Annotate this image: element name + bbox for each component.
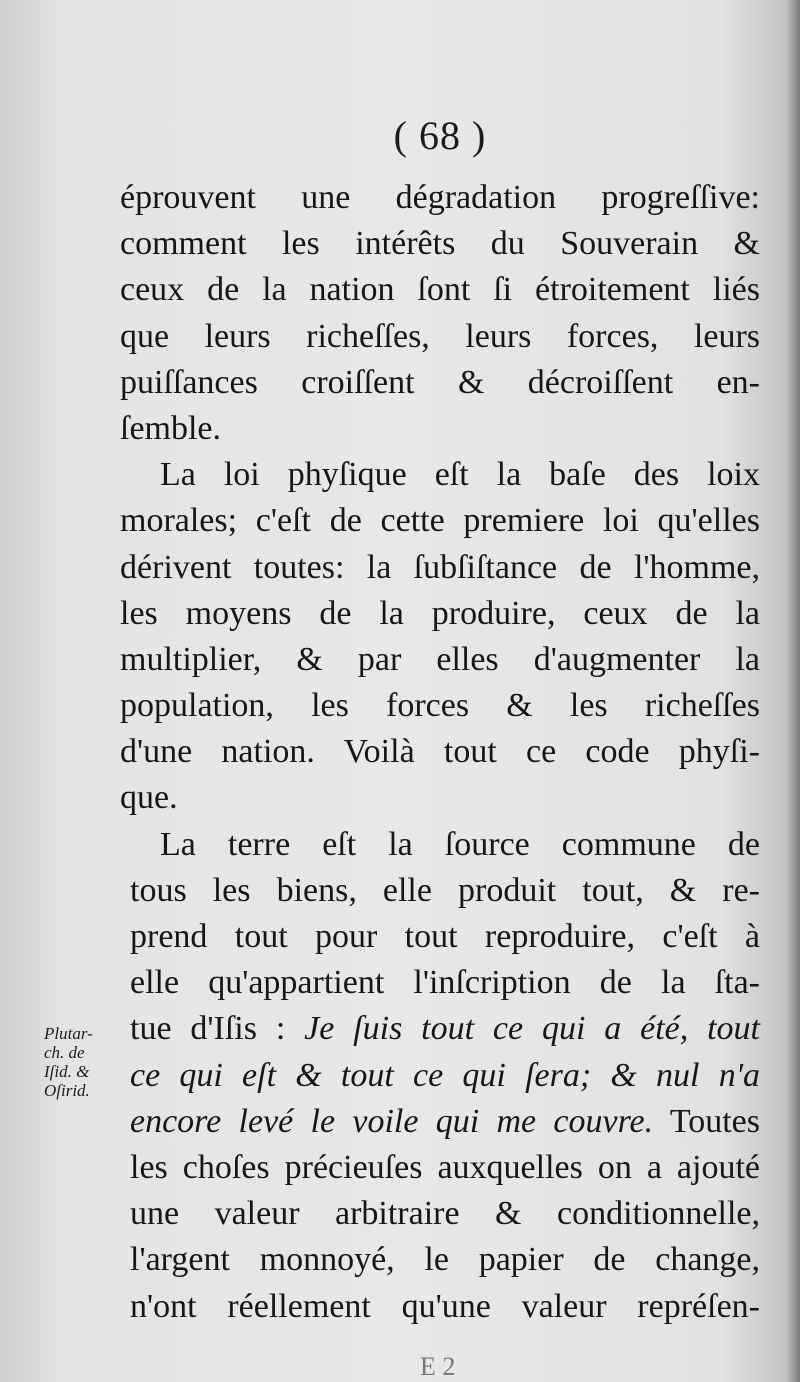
text-line: La loi phyſique eſt la baſe des loix [160,456,760,494]
page-edge-shadow [786,0,800,1382]
text-line: tous les biens, elle produit tout, & re- [130,871,760,909]
margin-note-line: ch. de [44,1043,85,1062]
body-text [120,175,760,1330]
text-line: ceux de la nation ſont ſi étroitement liés [120,271,760,309]
text-line: ce qui eſt & tout ce qui ſera; & nul n'a [130,1056,760,1094]
text-line: éprouvent une dégradation progreſſive: [120,179,760,216]
text-segment-italic: encore levé le voile qui me couvre. [130,1102,654,1140]
text-line: multiplier, & par elles d'augmenter la [120,640,760,678]
page-number: ( 68 ) [393,113,487,158]
text-segment: tue d'Iſis : [130,1010,286,1048]
text-line: La terre eſt la ſource commune de [160,825,760,863]
text-line: comment les intérêts du Souverain & [120,225,760,263]
text-line: que leurs richeſſes, leurs forces, leurs [120,317,760,355]
text-line: n'ont réellement qu'une valeur repréſen- [130,1287,760,1325]
text-segment-italic: Je ſuis tout ce qui a été, tout [304,1010,760,1048]
text-line-mixed [120,1099,760,1145]
text-line-mixed [120,1006,760,1052]
margin-note-line: Iſid. & [44,1062,90,1081]
text-line: prend tout pour tout reproduire, c'eſt à [130,918,760,955]
margin-note-line: Oſirid. [44,1081,90,1100]
text-line: elle qu'appartient l'inſcription de la ſta- [130,964,760,1002]
text-line: une valeur arbitraire & conditionnelle, [130,1195,760,1233]
text-line: que. [120,779,178,817]
margin-note-line: Plutar- [44,1024,93,1043]
text-segment: Toutes [669,1102,761,1140]
text-line: puiſſances croiſſent & décroiſſent en- [120,363,760,401]
text-line: les moyens de la produire, ceux de la [120,594,760,632]
text-line: les choſes précieuſes auxquelles on a ajouté [130,1148,760,1186]
text-line: l'argent monnoyé, le papier de change, [130,1241,760,1279]
text-line: morales; c'eſt de cette premiere loi qu'elles [120,502,760,540]
text-line: dérivent toutes: la ſubſiſtance de l'homme, [120,548,760,586]
text-line: ſemble. [120,409,222,447]
signature-mark: E 2 [420,1352,456,1381]
margin-note [44,1024,124,1100]
text-line: d'une nation. Voilà tout ce code phyſi- [120,733,760,771]
text-line: population, les forces & les richeſſes [120,687,760,725]
